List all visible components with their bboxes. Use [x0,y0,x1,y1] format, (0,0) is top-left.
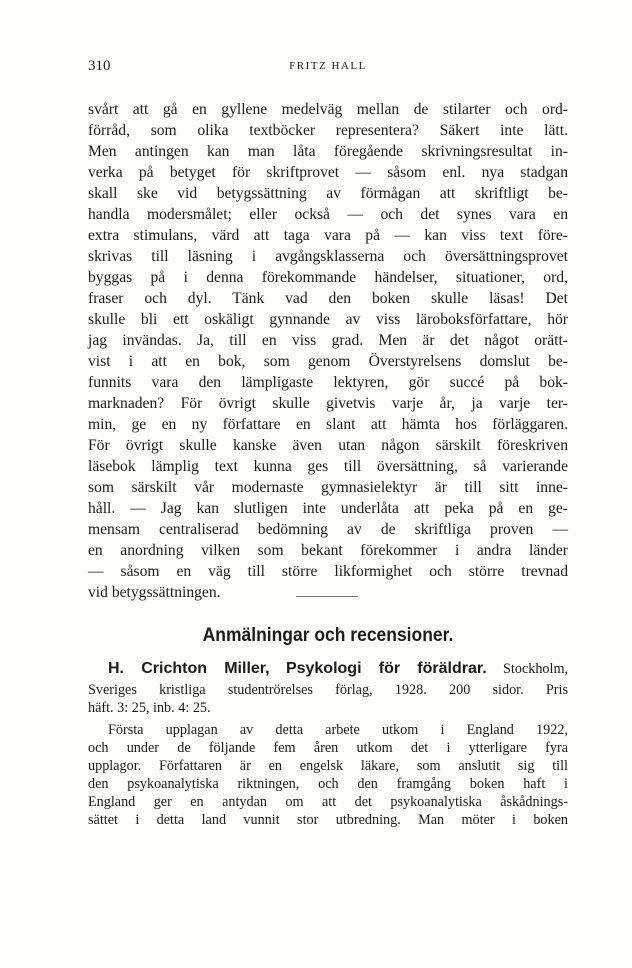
text-line: byggas på i denna förekommande händelser, situationer, ord, [88,269,568,286]
review-imprint-line: Sveriges kristliga studentrörelses förlag, 1928. 200 sidor. Pris [88,682,568,698]
review-text-line: den psykoanalytiska riktningen, och den framgång boken haft i [88,776,568,792]
section-title: Anmälningar och recensioner. [202,625,454,646]
text-line: som särskilt vår modernaste gymnasielektyr är till sitt inne- [88,479,568,496]
review-text-line: Första upplagan av detta arbete utkom i England 1922, [108,722,568,738]
text-line: För övrigt skulle kanske även utan någon särskilt föreskriven [88,437,568,454]
review-text-line: sättet i detta land vunnit stor utbredning. Man möter i boken [88,812,568,828]
review-author: H. Crichton Miller, [108,660,270,677]
page-header [88,58,568,78]
review-imprint-line: häft. 3: 25, inb. 4: 25. [88,700,211,716]
text-line: skulle bli ett oskäligt gynnande av viss läroboksförfattare, hör [88,311,568,328]
text-line: extra stimulans, värd att taga vara på — kan viss text före- [88,227,568,244]
text-line: Men antingen kan man låta föregående skrivningsresultat in- [88,143,568,160]
text-line: en anordning vilken som bekant förekommer i andra länder [88,542,568,559]
running-head: FRITZ HALL [289,60,367,72]
review-heading [88,660,568,678]
review-text-line: och under de följande fem åren utkom det i ytterligare fyra [88,740,568,756]
text-line: vid betygssättningen. [88,584,221,601]
text-line: skrivas till läsning i avgångsklasserna och översättningsprovet [88,248,568,265]
text-line: vist i att en bok, som genom Överstyrelsens domslut be- [88,353,568,370]
text-line: handla modersmålet; eller också — och det synes vara en [88,206,568,223]
text-line: verka på betyget för skriftprovet — såsom enl. nya stadgan [88,164,568,181]
text-line: min, ge en ny författare en slant att hämta hos förläggaren. [88,416,568,433]
review-imprint: Stockholm, [503,661,569,677]
text-line: mensam centraliserad bedömning av de skriftliga proven — [88,521,568,538]
text-line: marknaden? För övrigt skulle givetvis varje år, ja varje ter- [88,395,568,412]
text-line: håll. — Jag kan slutligen inte underlåta att peka på en ge- [88,500,568,517]
text-line: förråd, som olika textböcker representera? Säkert inte lätt. [88,122,568,139]
text-line: — såsom en väg till större likformighet och större trevnad [88,563,568,580]
text-line: svårt att gå en gyllene medelväg mellan de stilarter och ord- [88,101,568,118]
text-line: läsebok lämplig text kunna ges till översättning, så varierande [88,458,568,475]
text-line: skall ske vid betygssättning av förmågan att skriftligt be- [88,185,568,202]
review-text-line: England ger en antydan om att det psykoanalytiska åskådnings- [88,794,568,810]
text-line: fraser och dyl. Tänk vad den boken skulle läsas! Det [88,290,568,307]
review-text-line: upplagor. Författaren är en engelsk läkare, som anslutit sig till [88,758,568,774]
review-title: Psykologi för föräldrar. [285,660,487,677]
page-number: 310 [88,58,111,74]
book-page [88,0,568,968]
text-line: funnits vara den lämpligaste lektyren, gör succé på bok- [88,374,568,391]
text-line: jag invändas. Ja, till en viss grad. Men är det något orätt- [88,332,568,349]
section-divider [296,596,358,597]
